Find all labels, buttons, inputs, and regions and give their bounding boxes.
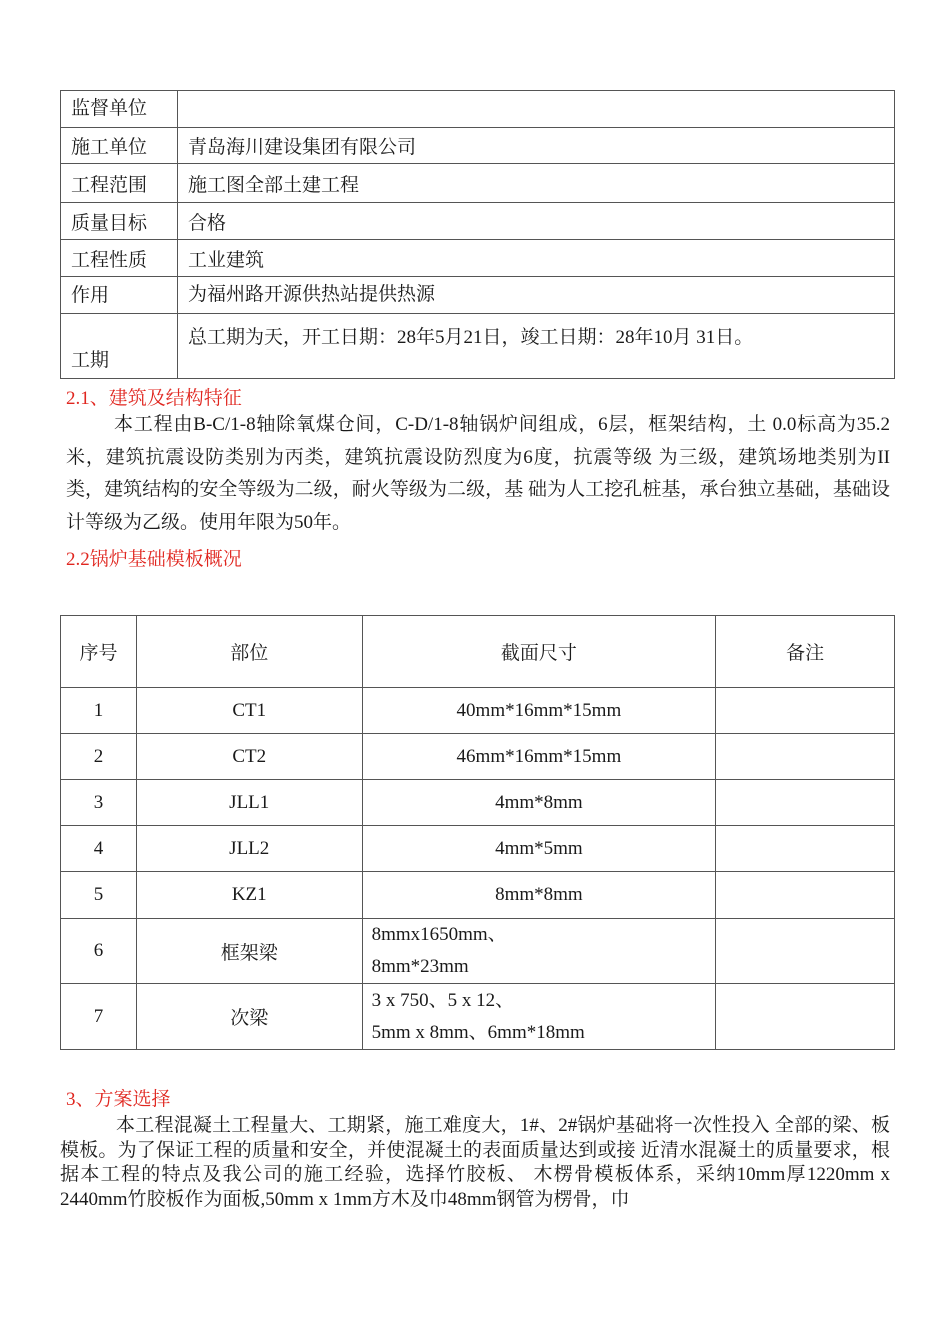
info-value: 为福州路开源供热站提供热源 [178, 277, 895, 314]
cell-part: KZ1 [136, 872, 362, 919]
section-2-1-heading: 2.1、建筑及结构特征 [66, 388, 242, 409]
cell-size-line2: 5mm x 8mm、6mm*18mm [371, 1021, 585, 1043]
info-value [178, 91, 895, 128]
spec-header-row [61, 616, 895, 688]
cell-part: CT2 [136, 734, 362, 780]
info-row-quality [61, 203, 895, 240]
cell-note [716, 688, 895, 734]
info-row-contractor [61, 128, 895, 164]
cell-size-line1: 8mmx1650mm、 [371, 924, 507, 945]
table-row [61, 688, 895, 734]
cell-size: 8mm*8mm [362, 872, 716, 919]
cell-note [716, 780, 895, 826]
cell-note [716, 734, 895, 780]
section-2-2-heading: 2.2锅炉基础模板概况 [66, 549, 242, 570]
cell-size [362, 984, 716, 1050]
cell-no: 3 [61, 780, 137, 826]
table-row [61, 984, 895, 1050]
info-row-supervision [61, 91, 895, 128]
info-value: 施工图全部土建工程 [178, 164, 895, 203]
cell-no: 7 [61, 984, 137, 1050]
cell-no: 2 [61, 734, 137, 780]
table-row [61, 872, 895, 919]
info-row-nature [61, 240, 895, 277]
cell-part: 次梁 [136, 984, 362, 1050]
cell-no: 5 [61, 872, 137, 919]
info-value: 青岛海川建设集团有限公司 [178, 128, 895, 164]
table-row [61, 919, 895, 984]
cell-note [716, 984, 895, 1050]
formwork-spec-table [60, 615, 895, 1050]
cell-note [716, 919, 895, 984]
info-value: 总工期为天，开工日期：28年5月21日，竣工日期：28年10月 31日。 [178, 314, 895, 379]
cell-size-line1: 3 x 750、5 x 12、 [371, 989, 515, 1011]
header-cell-note: 备注 [716, 616, 895, 688]
cell-size: 4mm*8mm [362, 780, 716, 826]
section-2-1-body [66, 409, 890, 539]
cell-part: CT1 [136, 688, 362, 734]
table-row [61, 826, 895, 872]
cell-part: JLL1 [136, 780, 362, 826]
cell-size: 46mm*16mm*15mm [362, 734, 716, 780]
table-row [61, 780, 895, 826]
info-label: 作用 [61, 277, 178, 314]
info-label: 质量目标 [61, 203, 178, 240]
cell-size: 40mm*16mm*15mm [362, 688, 716, 734]
cell-note [716, 826, 895, 872]
project-info-table [60, 90, 895, 379]
section-3-heading: 3、方案选择 [66, 1089, 171, 1110]
info-row-duration [61, 314, 895, 379]
info-row-purpose [61, 277, 895, 314]
cell-part: 框架梁 [136, 919, 362, 984]
info-label: 施工单位 [61, 128, 178, 164]
cell-part: JLL2 [136, 826, 362, 872]
header-cell-part: 部位 [136, 616, 362, 688]
info-label: 工期 [61, 314, 178, 379]
header-cell-size: 截面尺寸 [362, 616, 716, 688]
cell-no: 4 [61, 826, 137, 872]
table-row [61, 734, 895, 780]
cell-no: 1 [61, 688, 137, 734]
info-label: 监督单位 [61, 91, 178, 128]
info-label: 工程范围 [61, 164, 178, 203]
info-value: 合格 [178, 203, 895, 240]
cell-size: 4mm*5mm [362, 826, 716, 872]
info-label: 工程性质 [61, 240, 178, 277]
header-cell-no: 序号 [61, 616, 137, 688]
cell-size [362, 919, 716, 984]
section-3-body [60, 1114, 890, 1212]
cell-no: 6 [61, 919, 137, 984]
info-row-scope [61, 164, 895, 203]
section-3-paragraph: 本工程混凝土工程量大、工期紧，施工难度大，1#、2#锅炉基础将一次性投入 全部的梁、板模板。为了保证工程的质量和安全，并使混凝土的表面质量达到或接 近清水混凝土的质量要求，根据本工程的特点及我公司的施工经验，选择竹胶板、 木楞骨模板体系，采纳10mm厚1220mm x 2440mm竹胶板作为面板,50mm x 1mm方木及巾48mm钢管为楞骨，巾 [60, 1115, 890, 1210]
section-2-1-paragraph: 本工程由B-C/1-8轴除氧煤仓间，C-D/1-8轴锅炉间组成，6层，框架结构，土 0.0标高为35.2米，建筑抗震设防类别为丙类，建筑抗震设防烈度为6度，抗震等级 为三级，建筑场地类别为II类，建筑结构的安全等级为二级，耐火等级为二级，基 础为人工挖孔桩基，承台独立基础，基础设计等级为乙级。使用年限为50年。 [66, 414, 890, 533]
cell-size-line2: 8mm*23mm [371, 956, 469, 977]
cell-note [716, 872, 895, 919]
info-value: 工业建筑 [178, 240, 895, 277]
